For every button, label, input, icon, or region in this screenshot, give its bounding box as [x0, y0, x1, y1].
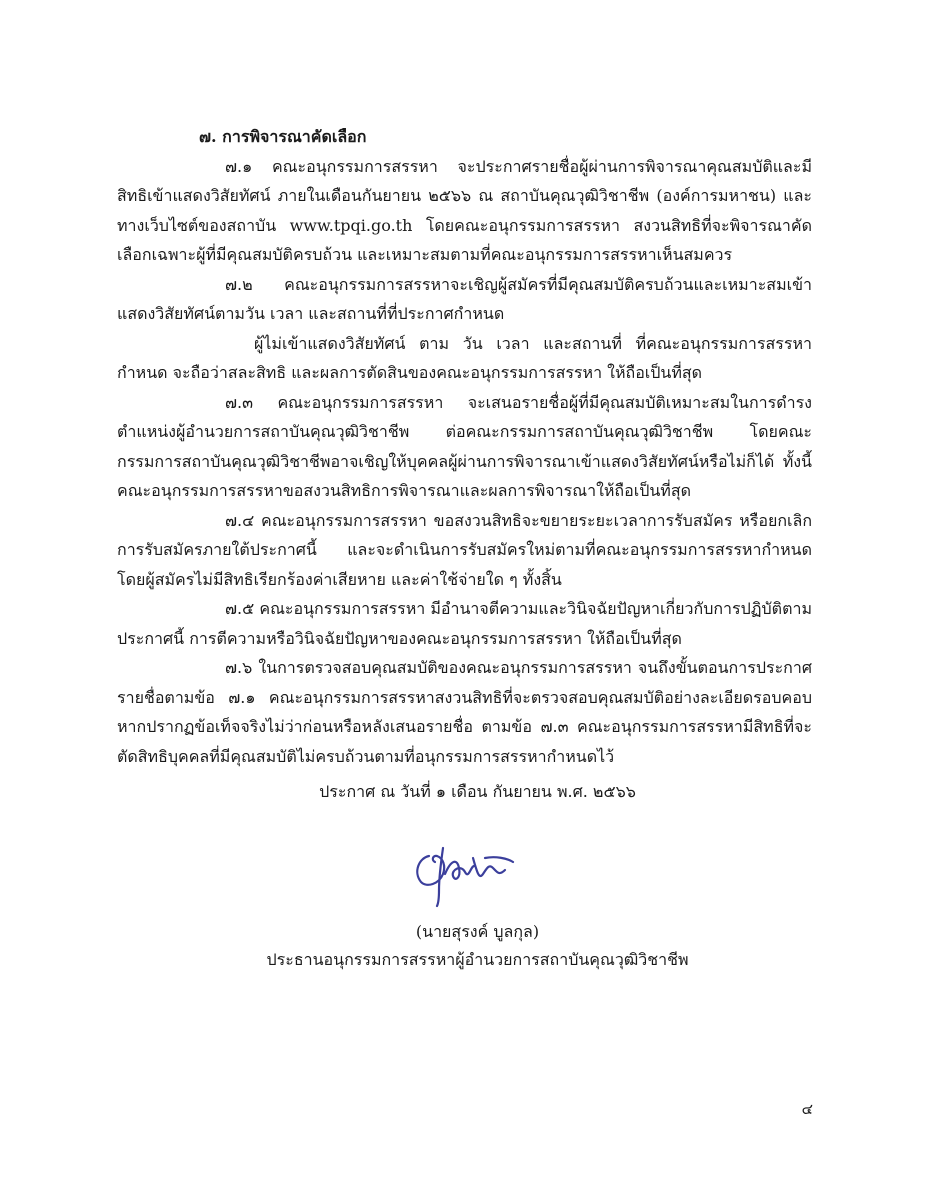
paragraph-7-2: ๗.๒ คณะอนุกรรมการสรรหาจะเชิญผู้สมัครที่มีคุณสมบัติครบถ้วนและเหมาะสมเข้าแสดงวิสัยทัศน์ตามวัน เวลา และสถานที่ที่ประกาศกำหนด	[117, 274, 812, 323]
signer-title: ประธานอนุกรรมการสรรหาผู้อำนวยการสถาบันคุณวุฒิวิชาชีพ	[266, 950, 689, 969]
signer-name: (นายสุรงค์ บูลกุล)	[415, 922, 540, 941]
page-number: ๔	[801, 1100, 813, 1118]
paragraph-7-2-note: ผู้ไม่เข้าแสดงวิสัยทัศน์ ตาม วัน เวลา และสถานที่ ที่คณะอนุกรรมการสรรหากำหนด จะถือว่าสละสิทธิ และผลการตัดสินของคณะอนุกรรมการสรรหา ให้ถือเป็นที่สุด	[117, 333, 812, 382]
section-heading: ๗. การพิจารณาคัดเลือก	[199, 127, 367, 146]
section-body	[117, 122, 812, 771]
announcement-date: ประกาศ ณ วันที่ ๑ เดือน กันยายน พ.ศ. ๒๕๖๖	[319, 782, 636, 801]
paragraph-7-3: ๗.๓ คณะอนุกรรมการสรรหา จะเสนอรายชื่อผู้ที่มีคุณสมบัติเหมาะสมในการดำรงตำแหน่งผู้อำนวยการสถาบันคุณวุฒิวิชาชีพ ต่อคณะกรรมการสถาบันคุณวุฒิวิชาชีพ โดยคณะกรรมการสถาบันคุณวุฒิวิชาชีพอาจเชิญให้บุคคลผู้ผ่านการพิจารณาเข้าแสดงวิสัยทัศน์หรือไม่ก็ได้ ทั้งนี้ คณะอนุกรรมการสรรหาขอสงวนสิทธิการพิจารณาและผลการพิจารณาให้ถือเป็นที่สุด	[117, 392, 812, 500]
signature-image	[399, 828, 529, 908]
paragraph-7-6: ๗.๖ ในการตรวจสอบคุณสมบัติของคณะอนุกรรมการสรรหา จนถึงขั้นตอนการประกาศรายชื่อตามข้อ ๗.๑ คณะอนุกรรมการสรรหาสงวนสิทธิที่จะตรวจสอบคุณสมบัติอย่างละเอียดรอบคอบ หากปรากฏข้อเท็จจริงไม่ว่าก่อนหรือหลังเสนอรายชื่อ ตามข้อ ๗.๓ คณะอนุกรรมการสรรหามีสิทธิที่จะตัดสิทธิบุคคลที่มีคุณสมบัติไม่ครบถ้วนตามที่อนุกรรมการสรรหากำหนดไว้	[117, 658, 812, 766]
paragraph-7-5: ๗.๕ คณะอนุกรรมการสรรหา มีอำนาจตีความและวินิจฉัยปัญหาเกี่ยวกับการปฏิบัติตามประกาศนี้ การตีความหรือวินิจฉัยปัญหาของคณะอนุกรรมการสรรหา ให้ถือเป็นที่สุด	[117, 599, 812, 648]
paragraph-7-4: ๗.๔ คณะอนุกรรมการสรรหา ขอสงวนสิทธิจะขยายระยะเวลาการรับสมัคร หรือยกเลิกการรับสมัครภายใต้ประกาศนี้ และจะดำเนินการรับสมัครใหม่ตามที่คณะอนุกรรมการสรรหากำหนด โดยผู้สมัครไม่มีสิทธิเรียกร้องค่าเสียหาย และค่าใช้จ่ายใด ๆ ทั้งสิ้น	[117, 510, 812, 589]
closing-block	[0, 778, 927, 974]
paragraph-7-1: ๗.๑ คณะอนุกรรมการสรรหา จะประกาศรายชื่อผู้ผ่านการพิจารณาคุณสมบัติและมีสิทธิเข้าแสดงวิสัยทัศน์ ภายในเดือนกันยายน ๒๕๖๖ ณ สถาบันคุณวุฒิวิชาชีพ (องค์การมหาชน) และทางเว็บไซต์ของสถาบัน www.tpqi.go.th โดยคณะอนุกรรมการสรรหา สงวนสิทธิที่จะพิจารณาคัดเลือกเฉพาะผู้ที่มีคุณสมบัติครบถ้วน และเหมาะสมตามที่คณะอนุกรรมการสรรหาเห็นสมควร	[117, 156, 812, 264]
